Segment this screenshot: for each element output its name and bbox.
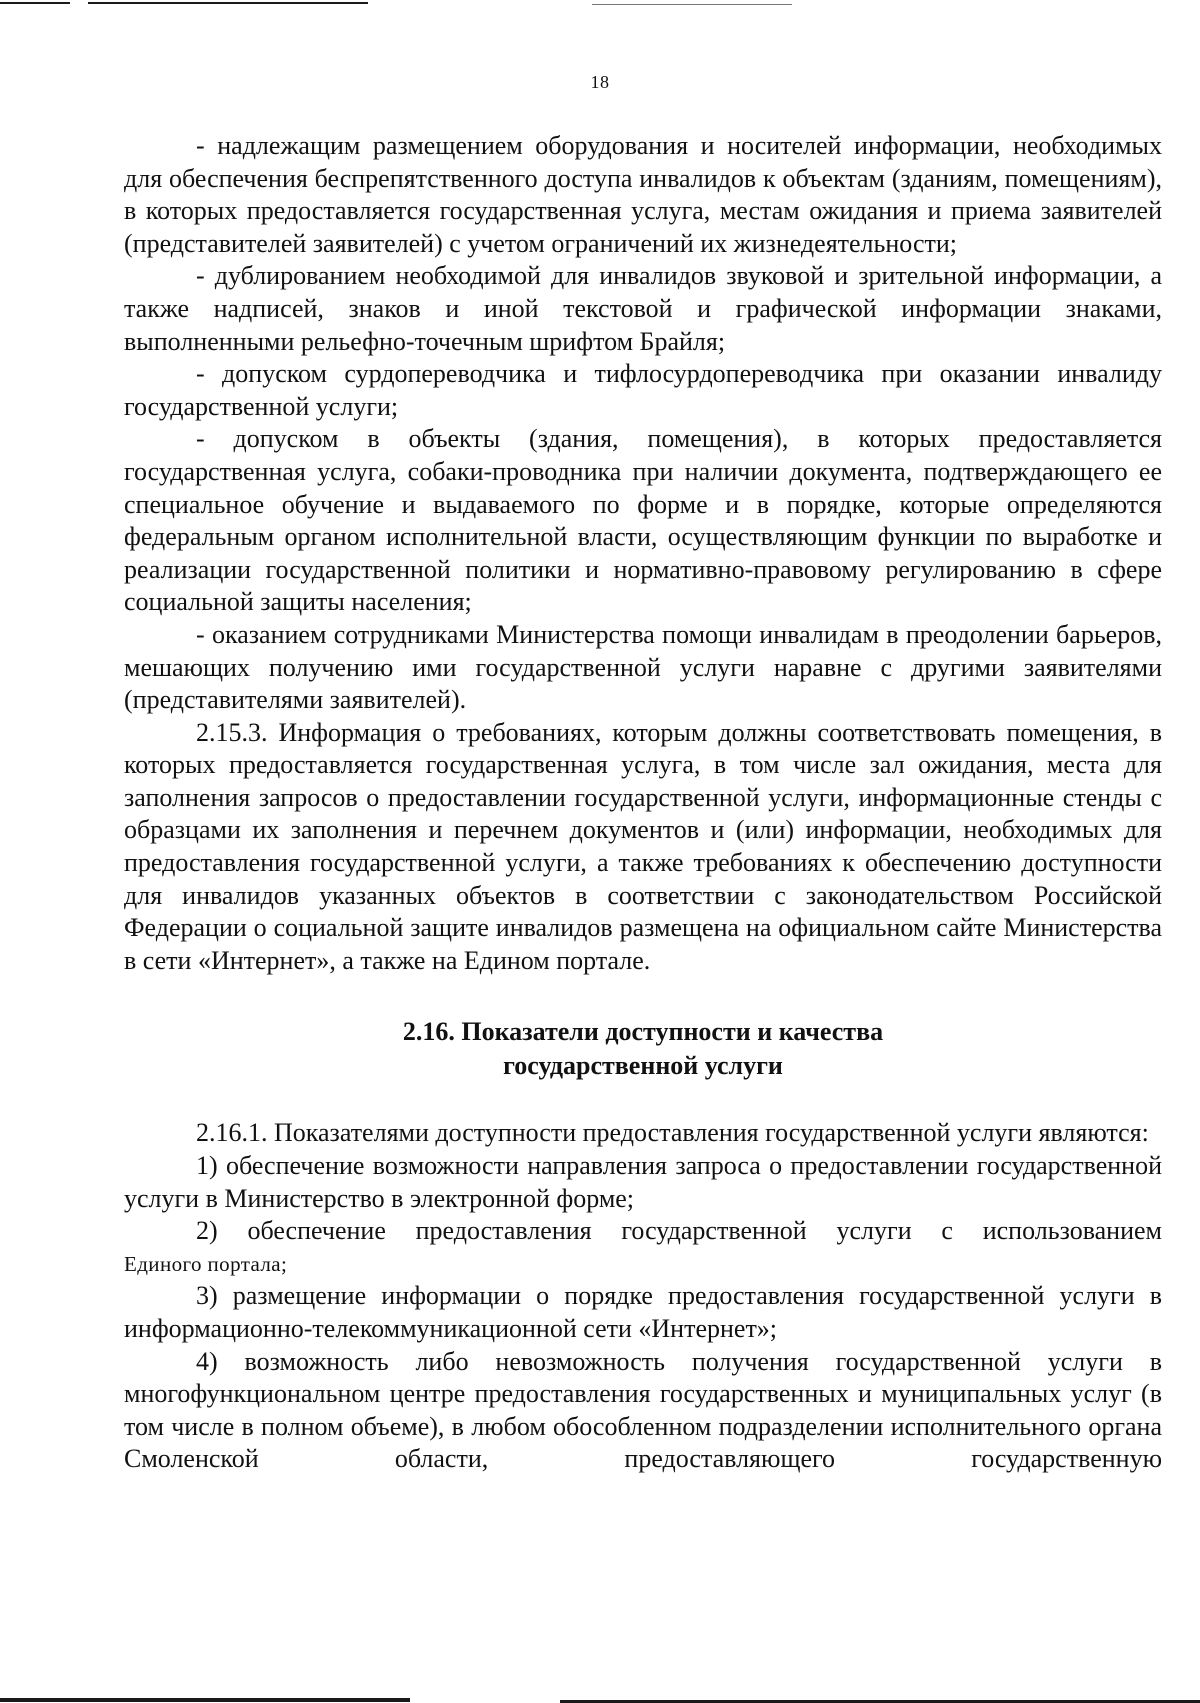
scan-edge-line-top-middle: [88, 2, 368, 4]
paragraph-guide-dog: - допуском в объекты (здания, помещения), в которых предоставляется государственная услуга, собаки-проводника при наличии документа, подтверждающего ее специальное обучение и выдаваемого по форме и в порядке, которые определяются федеральным органом исполнительной власти, осуществляющим функции по выработке и реализации государственной политики и нормативно-правовому регулированию в сфере социальной защиты населения;: [124, 424, 1162, 617]
paragraph-2-15-3: 2.15.3. Информация о требованиях, которым должны соответствовать помещения, в которых предоставляется государственная услуга, в том числе зал ожидания, места для заполнения запросов о предоставлении государственной услуги, информационные стенды с образцами их заполнения и перечнем документов и (или) информации, необходимых для предоставления государственной услуги, а также требованиях к обеспечению доступности для инвалидов указанных объектов в соответствии с законодательством Российской Федерации о социальной защите инвалидов размещена на официальном сайте Министерства в сети «Интернет», а также на Едином портале.: [124, 717, 1162, 975]
document-body: [124, 130, 1162, 1476]
paragraph-2-16-1: 2.16.1. Показателями доступности предоставления государственной услуги являются:: [196, 1118, 1149, 1148]
paragraph-duplication-info: - дублированием необходимой для инвалидов звуковой и зрительной информации, а также надписей, знаков и иной текстовой и графической информации знаками, выполненными рельефно-точечным шрифтом Брайля;: [124, 261, 1162, 356]
paragraph-staff-assistance: - оказанием сотрудниками Министерства помощи инвалидам в преодолении барьеров, мешающих получению ими государственной услуги наравне с другими заявителями (представителями заявителей).: [124, 619, 1162, 715]
paragraph-item-2-text: 2) обеспечение предоставления государственной услуги с использованием: [196, 1216, 1162, 1246]
paragraph-item-2-tail: Единого портала;: [124, 1251, 288, 1276]
paragraph-sign-interpreter: - допуском сурдопереводчика и тифлосурдопереводчика при оказании инвалиду государственной услуги;: [124, 359, 1162, 421]
scan-edge-line-top-right: [592, 4, 792, 5]
section-heading-2-16: [124, 1015, 1162, 1083]
section-heading-line-1: 2.16. Показатели доступности и качества: [402, 1017, 884, 1047]
scan-edge-line-top-left: [0, 2, 70, 4]
paragraph-item-2: [124, 1215, 1162, 1248]
scan-edge-line-bottom-left: [0, 1698, 410, 1702]
section-heading-line-2: государственной услуги: [503, 1051, 783, 1081]
paragraph-item-4: 4) возможность либо невозможность получения государственной услуги в многофункциональном центре предоставления государственных и муниципальных услуг (в том числе в полном объеме), в любом обособленном подразделении исполнительного органа Смоленской области, предоставляющего государственную: [124, 1346, 1162, 1474]
paragraph-item-1: 1) обеспечение возможности направления запроса о предоставлении государственной услуги в Министерство в электронной форме;: [124, 1151, 1162, 1213]
paragraph-equipment-placement: - надлежащим размещением оборудования и носителей информации, необходимых для обеспечения беспрепятственного доступа инвалидов к объектам (зданиям, помещениям), в которых предоставляется государственная услуга, местам ожидания и приема заявителей (представителей заявителей) с учетом ограничений их жизнедеятельности;: [124, 131, 1162, 258]
paragraph-item-3: 3) размещение информации о порядке предоставления государственной услуги в информационно-телекоммуникационной сети «Интернет»;: [124, 1281, 1162, 1343]
page-number: 18: [590, 72, 610, 92]
